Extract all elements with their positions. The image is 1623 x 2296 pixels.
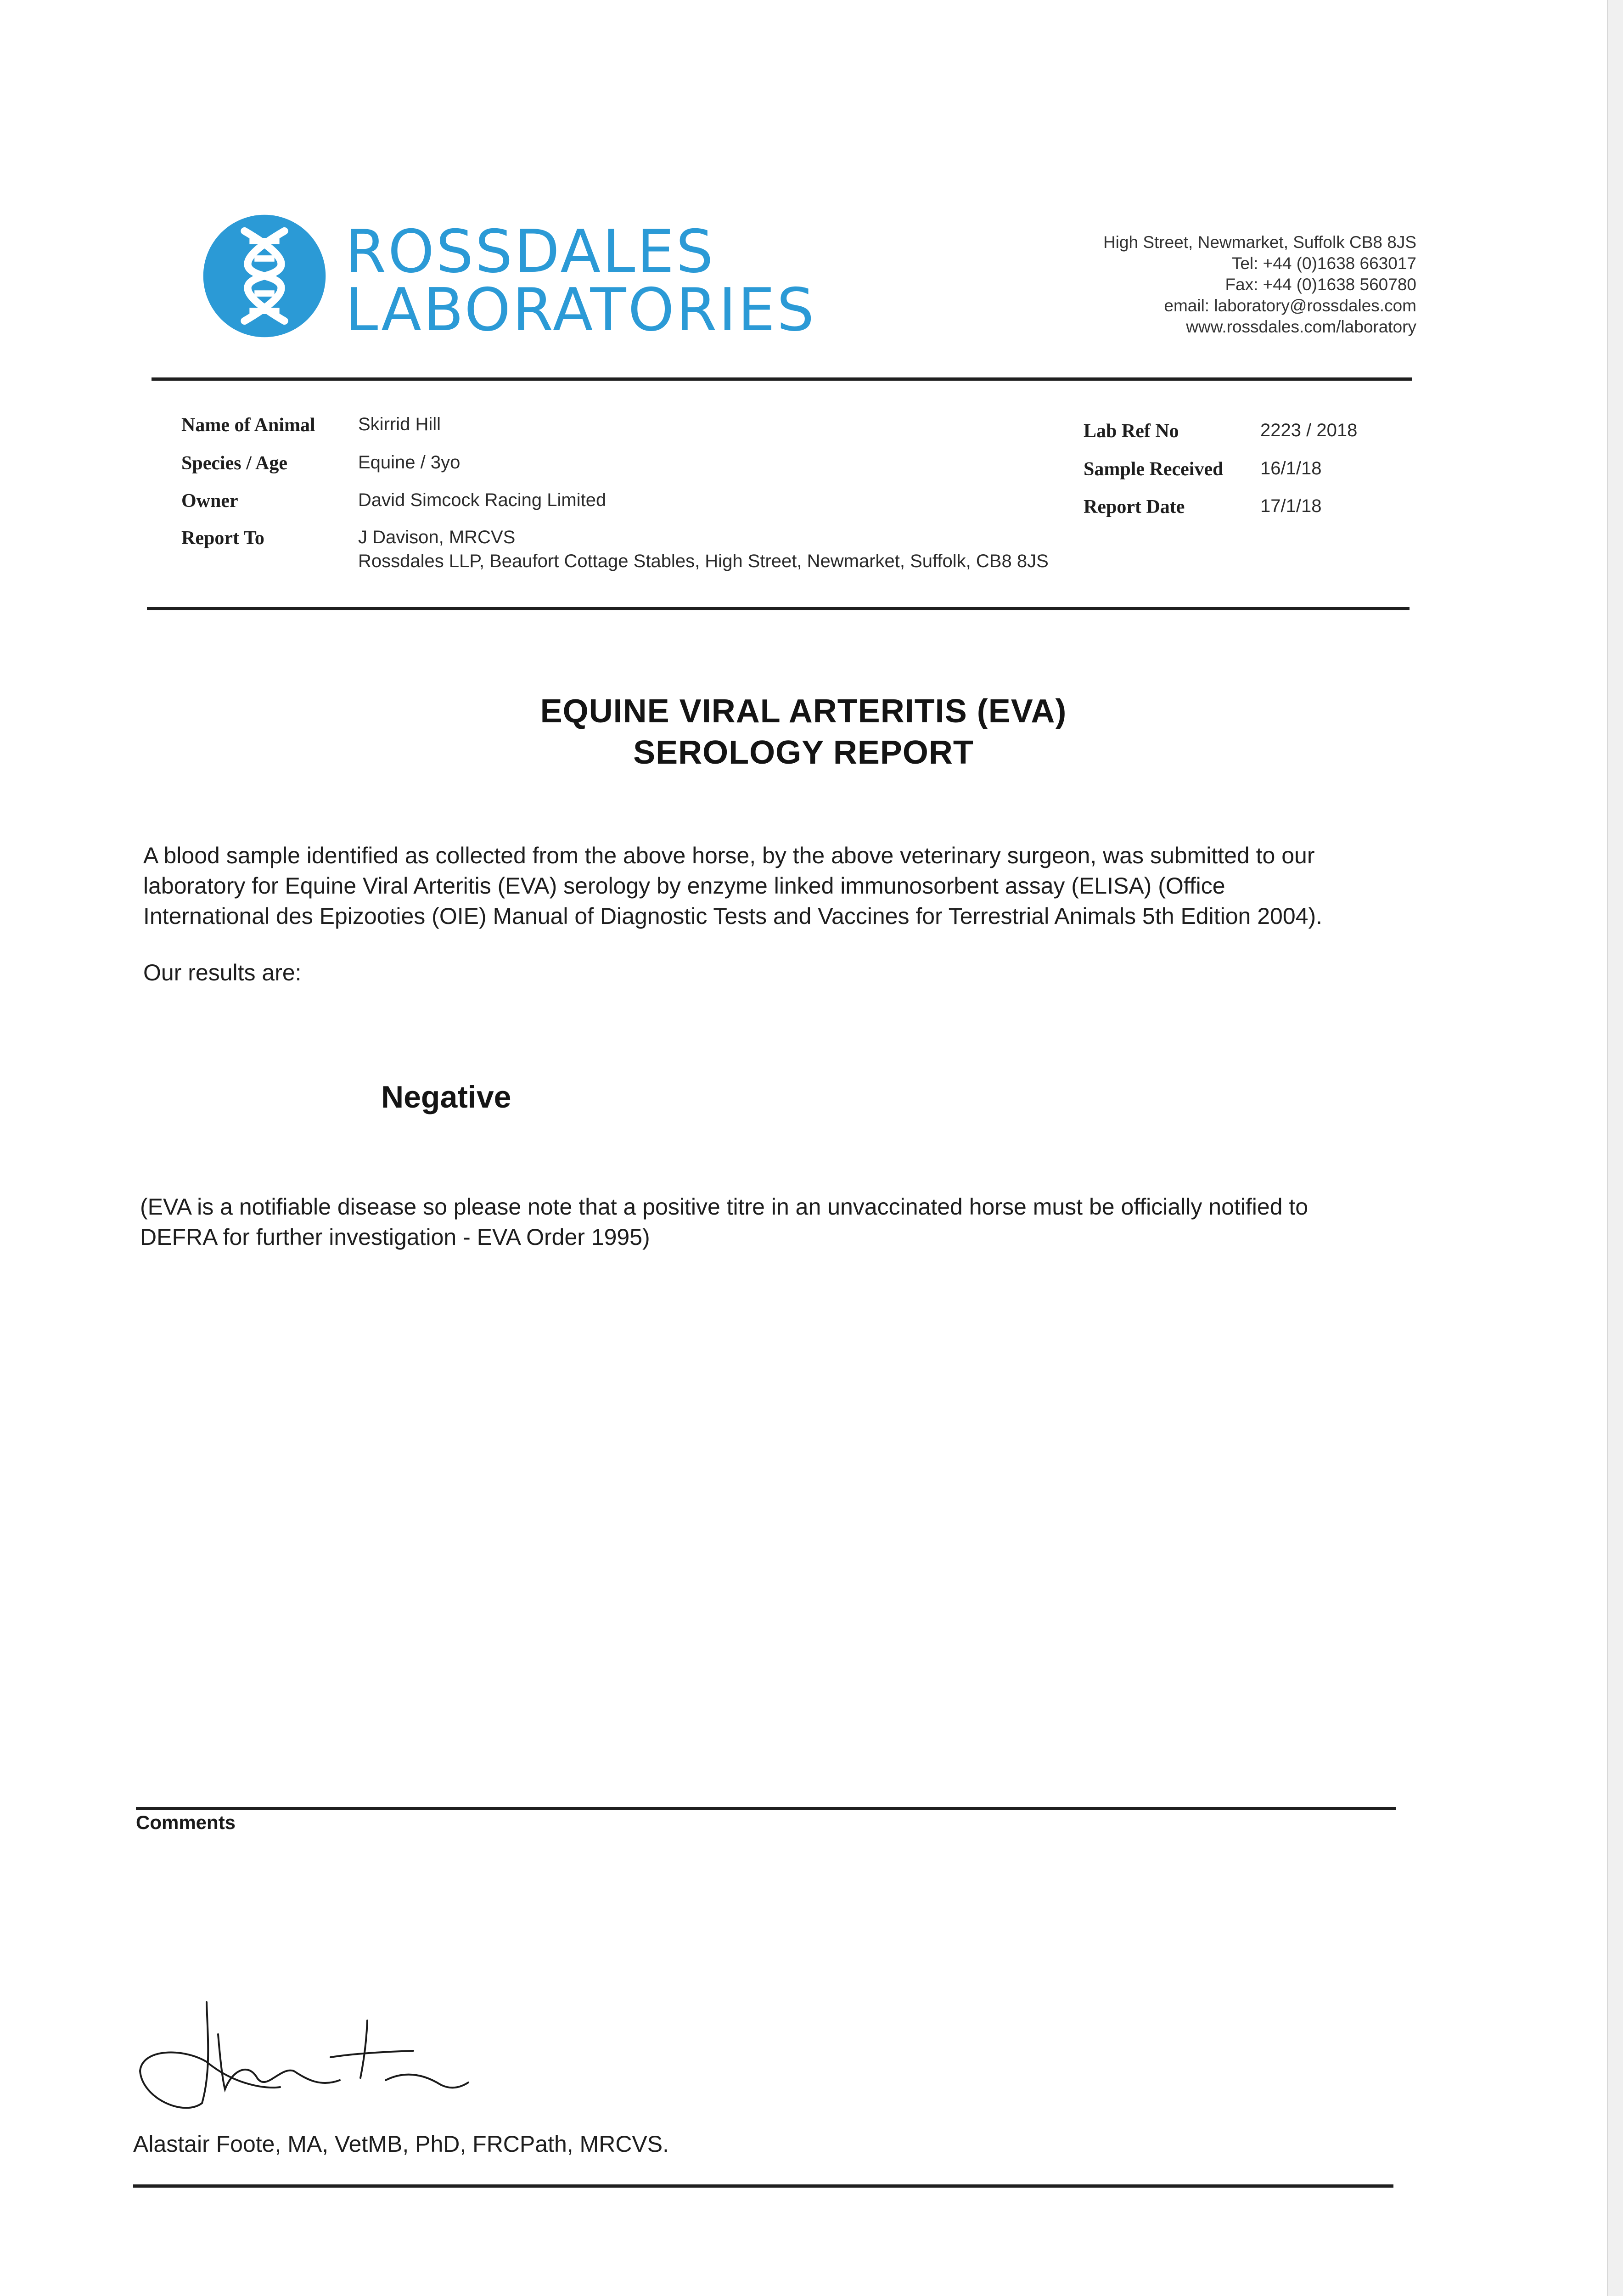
report-title: EQUINE VIRAL ARTERITIS (EVA)	[540, 693, 1067, 730]
paragraph-line: International des Epizooties (OIE) Manual of Diagnostic Tests and Vaccines for Terrestrial Animals 5th Edition 2004).	[143, 903, 1322, 929]
notifiable-note	[140, 1192, 1407, 1252]
lab-ref-label: Lab Ref No	[1084, 421, 1179, 442]
owner-value: David Simcock Racing Limited	[358, 490, 607, 510]
sample-received-value: 16/1/18	[1260, 458, 1322, 478]
paragraph-line: laboratory for Equine Viral Arteritis (EVA) serology by enzyme linked immunosorbent assay (ELISA) (Office	[143, 873, 1225, 899]
address-fax: Fax: +44 (0)1638 560780	[1225, 275, 1416, 294]
report-subtitle: SEROLOGY REPORT	[633, 734, 974, 771]
name-of-animal-value: Skirrid Hill	[358, 414, 441, 434]
address-website: www.rossdales.com/laboratory	[1186, 317, 1416, 336]
report-to-label: Report To	[181, 528, 264, 549]
lab-ref-value: 2223 / 2018	[1260, 420, 1358, 440]
species-age-value: Equine / 3yo	[358, 452, 461, 473]
signature-icon	[129, 1993, 477, 2122]
lab-address	[1103, 232, 1416, 338]
report-to-address: Rossdales LLP, Beaufort Cottage Stables, High Street, Newmarket, Suffolk, CB8 8JS	[358, 551, 1049, 571]
footer-divider	[133, 2184, 1393, 2188]
owner-label: Owner	[181, 490, 238, 512]
sample-received-label: Sample Received	[1084, 459, 1224, 480]
details-divider	[147, 607, 1410, 610]
results-intro: Our results are:	[143, 960, 302, 985]
report-date-label: Report Date	[1084, 496, 1185, 518]
comments-label: Comments	[136, 1812, 236, 1833]
signer-name: Alastair Foote, MA, VetMB, PhD, FRCPath, MRCVS.	[133, 2131, 669, 2157]
comments-divider	[136, 1807, 1396, 1810]
page-edge	[1607, 0, 1623, 2296]
report-to-name: J Davison, MRCVS	[358, 527, 516, 547]
note-line: (EVA is a notifiable disease so please note that a positive titre in an unvaccinated horse must be officially notified to	[140, 1194, 1309, 1220]
report-date-value: 17/1/18	[1260, 496, 1322, 516]
note-line: DEFRA for further investigation - EVA Order 1995)	[140, 1224, 650, 1250]
address-tel: Tel: +44 (0)1638 663017	[1231, 254, 1416, 273]
address-email: email: laboratory@rossdales.com	[1164, 296, 1416, 315]
test-result: Negative	[381, 1080, 511, 1114]
logo-wordmark-line2: LABORATORIES	[345, 276, 816, 344]
name-of-animal-label: Name of Animal	[181, 415, 315, 436]
species-age-label: Species / Age	[181, 453, 287, 474]
dna-icon	[202, 214, 327, 338]
method-paragraph	[143, 840, 1410, 931]
header-divider	[152, 377, 1412, 381]
logo-wordmark-line1: ROSSDALES	[345, 218, 715, 286]
address-street: High Street, Newmarket, Suffolk CB8 8JS	[1103, 233, 1416, 252]
paragraph-line: A blood sample identified as collected from the above horse, by the above veterinary surgeon, was submitted to our	[143, 843, 1315, 868]
